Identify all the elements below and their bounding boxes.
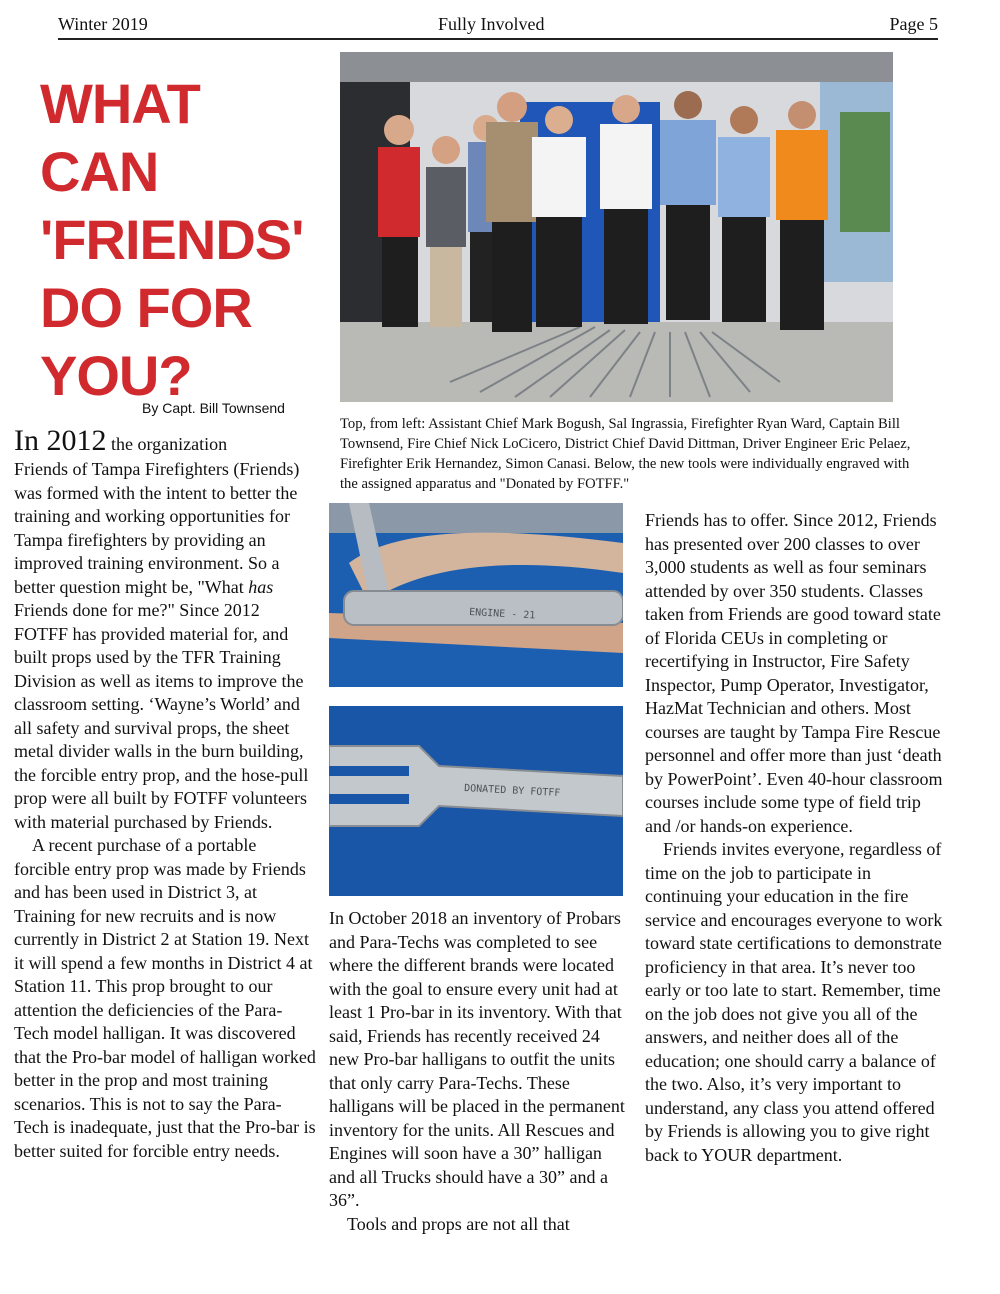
paragraph-text xyxy=(14,458,316,834)
article-column-3 xyxy=(645,509,947,1167)
halligan-engraving-photo-bottom xyxy=(329,706,623,896)
byline: By Capt. Bill Townsend xyxy=(142,400,285,416)
photo-caption: Top, from left: Assistant Chief Mark Bogush, Sal Ingrassia, Firefighter Ryan Ward, Captain Bill Townsend, Fire Chief Nick LoCicero, District Chief David Dittman, Driver Engineer Eric Pelaez, Firefighter Erik Hernandez, Simon Canasi. Below, the new tools were individually engraved with the assigned apparatus and "Donated by FOTFF." xyxy=(340,416,911,492)
engraving-text-top: ENGINE - 21 xyxy=(468,607,536,622)
lead-text: the organization xyxy=(106,434,228,454)
paragraph-text-part: Friends done for me?" Since 2012 FOTFF has provided material for, and built props used by the TFR Training Division as well as items to improve the classroom setting. ‘Wayne’s World’ and all safety and survival props, the sheet metal divider walls in the burn building, the forcible entry prop, and the hose-pull prop were all built by FOTFF volunteers with material purchased by Friends. xyxy=(14,600,309,832)
article-paragraph: Tools and props are not all that xyxy=(347,1213,570,1234)
headline-line: 'FRIENDS' xyxy=(40,208,304,271)
group-photo-illustration xyxy=(340,52,893,402)
headline-line: CAN xyxy=(40,140,159,203)
issue-date: Winter 2019 xyxy=(58,14,148,34)
article-paragraph: Friends invites everyone, regardless of time on the job to participate in continuing your education in the fire service and encourages everyone to work toward state certifications to demonstrate proficiency in that area. It’s never too early or too late to start. Remember, time on the job does not give you all of the answers, and neither does all of the education; one should carry a balance of the two. Also, it’s very important to understand, any class you attend offered by Friends is allowing you to give right back to YOUR department. xyxy=(645,839,943,1165)
group-photo xyxy=(340,52,893,402)
engraving-text-bottom: DONATED BY FOTFF xyxy=(463,783,561,800)
article-paragraph: Friends has to offer. Since 2012, Friends has presented over 200 classes to over 3,000 students as well as four seminars attended by over 350 students. Classes taken from Friends are good toward state of Florida CEUs in completing or recertifying in Instructor, Fire Safety Inspector, Pump Operator, Investigator, HazMat Technician and others. Most courses are taught by Tampa Fire Rescue personnel and offer more than just ‘death by PowerPoint’. Even 40-hour classroom courses include some type of field trip and /or hands-on experience. xyxy=(645,510,943,836)
dropcap: In 2012 xyxy=(14,424,107,457)
article-column-1 xyxy=(14,424,316,1163)
headline-line: YOU? xyxy=(40,344,192,407)
halligan-engraving-illustration-bottom xyxy=(329,706,623,896)
article-column-2 xyxy=(329,907,629,1236)
article-paragraph: A recent purchase of a portable forcible entry prop was made by Friends and has been used in District 3, at Training for new recruits and is now currently in District 2 at Station 19. Next it will spend a few months in District 4 at Station 11. This prop brought to our attention the deficiencies of the Para-Tech model halligan. It was discovered that the Pro-bar model of halligan worked better in the prop and most training scenarios. This is not to say the Para-Tech is inadequate, just that the Pro-bar is better suited for forcible entry needs. xyxy=(14,835,316,1161)
page-number: Page 5 xyxy=(889,14,938,34)
headline-line: DO FOR xyxy=(40,276,252,339)
article-headline xyxy=(40,70,330,410)
article-paragraph: In October 2018 an inventory of Probars and Para-Techs was completed to see where the different brands were located with the goal to ensure every unit had at least 1 Pro-bar in its inventory. With that said, Friends has recently received 24 new Pro-bar halligans to outfit the units that only carry Para-Techs. These halligans will be placed in the permanent inventory for the units. All Rescues and Engines will soon have a 30” halligan and all Trucks should have a 30” and a 36”. xyxy=(329,908,625,1210)
paragraph-text-part: Friends of Tampa Firefighters (Friends) was formed with the intent to better the training and working opportunities for Tampa firefighters by providing an improved training environment. So a better question might be, "What xyxy=(14,459,300,597)
newsletter-title: Fully Involved xyxy=(438,14,545,34)
article-paragraph xyxy=(14,424,316,834)
headline-line: WHAT xyxy=(40,72,200,135)
page-header xyxy=(58,12,938,40)
halligan-engraving-photo-top xyxy=(329,503,623,687)
emphasis: has xyxy=(248,576,274,597)
halligan-engraving-illustration-top xyxy=(329,503,623,687)
